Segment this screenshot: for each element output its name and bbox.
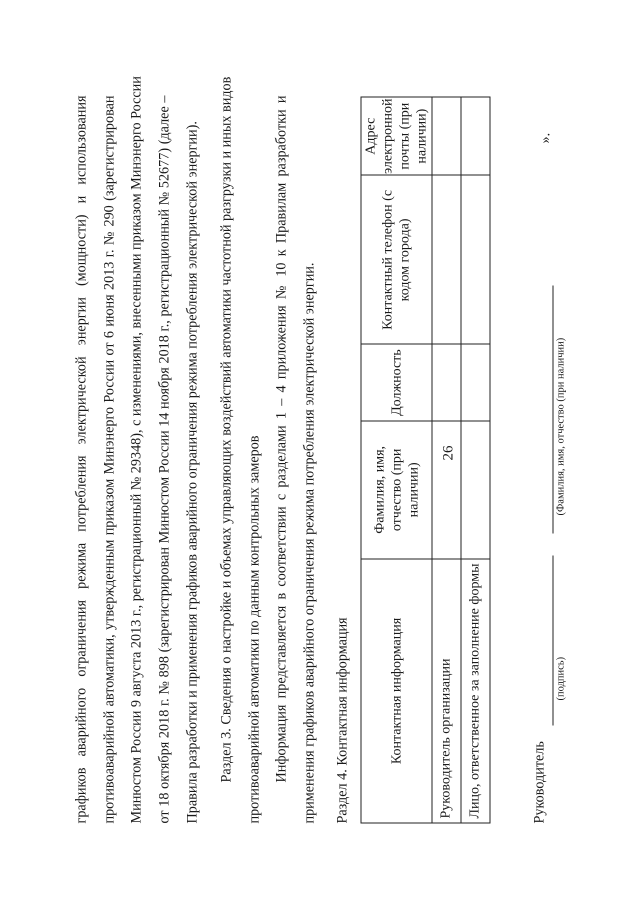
section-3-line-2: противоаварийной автоматики по данным контрольных замеров [246, 434, 262, 823]
paragraph-1-line-5: Правила разработки и применения графиков аварийного ограничения режима потребления электрической энергии). [184, 120, 200, 823]
table-cell [461, 97, 490, 175]
table-cell-row-label: Лицо, ответственное за заполнение формы [461, 558, 490, 822]
table-header-full-name: Фамилия, имя, отчество (при наличии) [361, 420, 432, 558]
signature-line [552, 555, 553, 725]
contact-table-wrapper [360, 96, 490, 823]
paragraph-1-line-3: Минюстом России 9 августа 2013 г., регистрационный № 29348), с изменениями, внесенными приказом Минэнерго России [128, 75, 144, 823]
table-cell [432, 344, 461, 420]
table-header-email: Адрес электронной почты (при наличии) [361, 97, 432, 175]
paragraph-2-line-1: Информация представляется в соответствии с разделами 1 – 4 приложения № 10 к Правилам разработки и [273, 95, 289, 782]
paragraph-1-line-4: от 18 октября 2018 г. № 898 (зарегистрирован Минюстом России 14 ноября 2018 г., регистрационный № 52677) (далее – [156, 95, 172, 823]
table-cell-row-label: Руководитель организации [432, 558, 461, 822]
table-row [432, 97, 461, 823]
page-number: 26 [440, 445, 456, 460]
table-row [461, 97, 490, 823]
table-header-position: Должность [361, 344, 432, 420]
paragraph-2-line-2: применения графиков аварийного ограничения режима потребления электрической энергии. [301, 262, 317, 823]
paragraph-1-line-2: противоаварийной автоматики, утвержденным приказом Минэнерго России от 6 июня 2013 г. № 290 (зарегистрирован [101, 95, 117, 823]
table-cell [461, 175, 490, 344]
full-name-caption: (Фамилия, имя, отчество (при наличии) [555, 337, 566, 515]
table-cell [461, 344, 490, 420]
signature-label: Руководитель [531, 740, 547, 823]
section-3-line-1: Раздел 3. Сведения о настройке и объемах управляющих воздействий автоматики частотной разгрузки и иных видов [218, 76, 234, 782]
signature-caption: (подпись) [555, 656, 566, 700]
table-header-phone: Контактный телефон (с кодом города) [361, 175, 432, 344]
table-cell [432, 97, 461, 175]
paragraph-1-line-1: графиков аварийного ограничения режима потребления электрической энергии (мощности) и использования [73, 95, 89, 823]
full-name-line [552, 285, 553, 533]
table-header-contact-info: Контактная информация [361, 558, 432, 822]
section-4-title: Раздел 4. Контактная информация [334, 616, 350, 823]
date-quote: ». [537, 132, 553, 143]
contact-table [360, 96, 490, 823]
table-cell [432, 420, 461, 558]
table-cell [432, 175, 461, 344]
table-cell [461, 420, 490, 558]
